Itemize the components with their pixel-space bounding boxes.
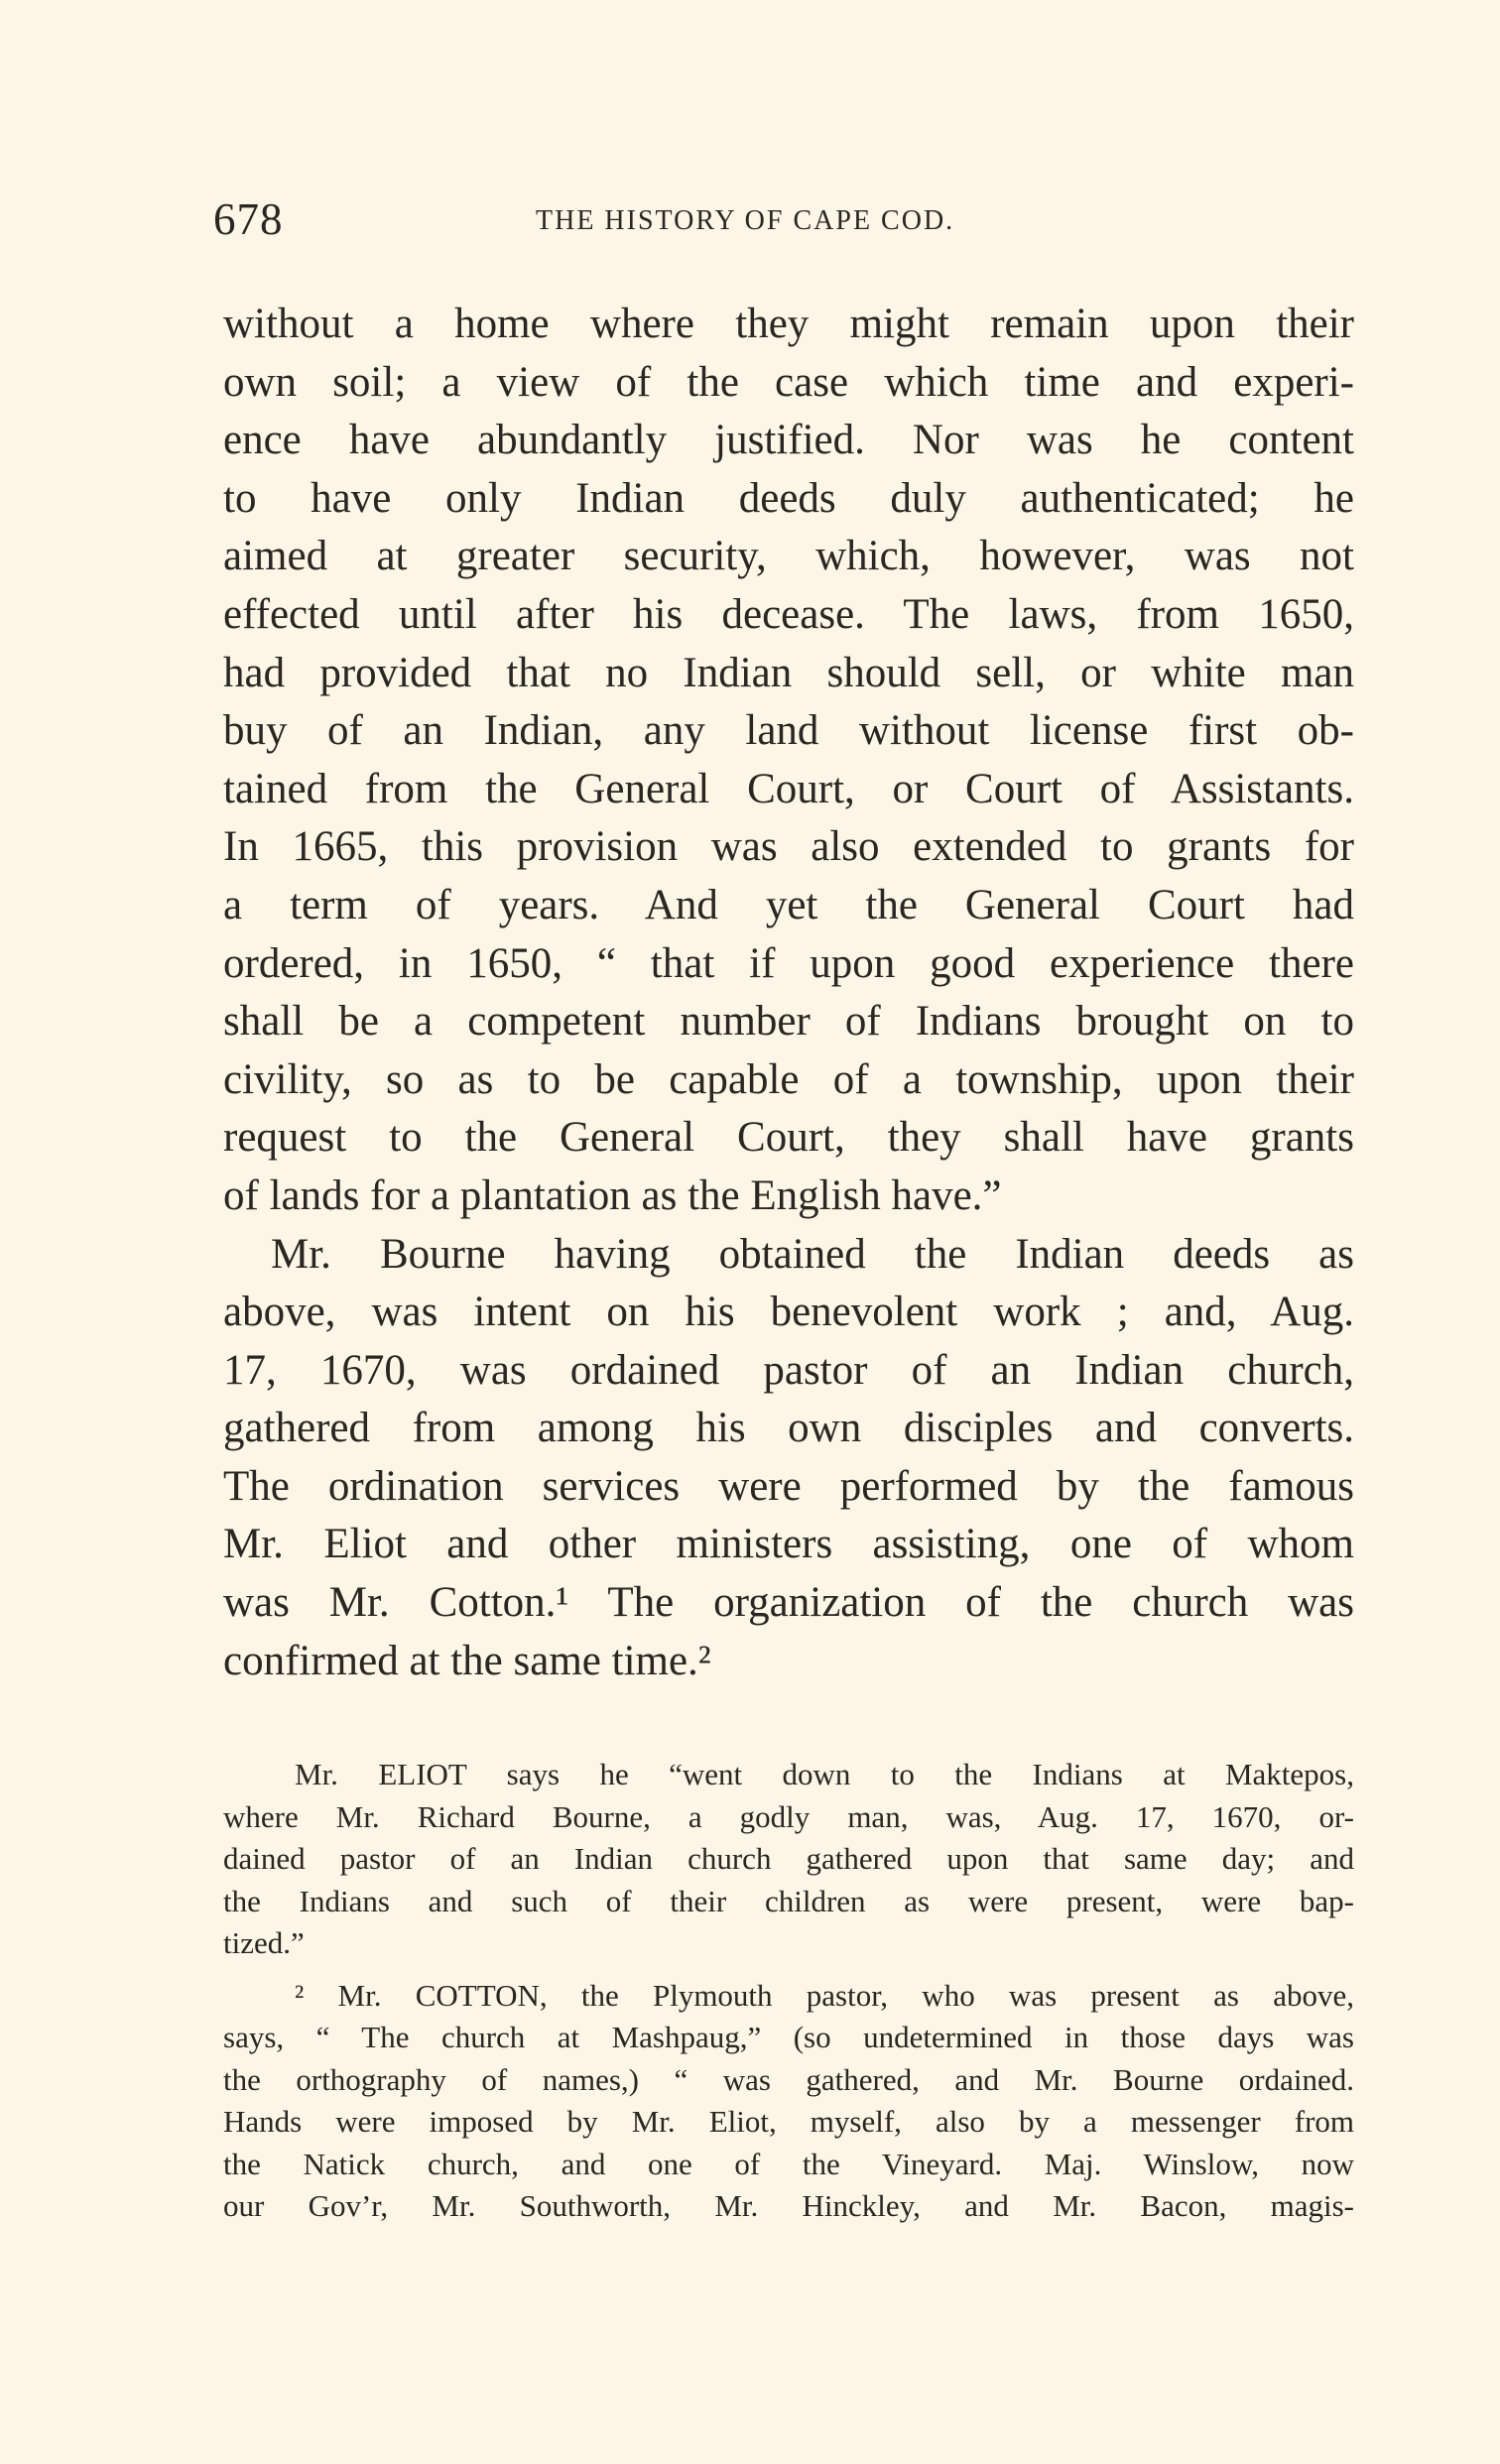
body-line: of lands for a plantation as the English have.” — [223, 1171, 1002, 1219]
body-line: ordered, in 1650, “ that if upon good experience there — [223, 939, 1354, 987]
body-line: Mr. Eliot and other ministers assisting, one of whom — [223, 1521, 1354, 1568]
footnote-line: Hands were imposed by Mr. Eliot, myself, also by a messenger from — [223, 2104, 1354, 2139]
body-line: request to the General Court, they shall have grants — [223, 1114, 1354, 1162]
footnote-2 — [223, 1975, 1354, 2228]
page-header — [213, 193, 1359, 253]
footnote-line: where Mr. Richard Bourne, a godly man, was, Aug. 17, 1670, or- — [223, 1798, 1354, 1834]
footnote-line: the orthography of names,) “ was gathered, and Mr. Bourne ordained. — [223, 2061, 1354, 2097]
body-line: Mr. Bourne having obtained the Indian deeds as — [271, 1230, 1354, 1278]
body-line: shall be a competent number of Indians brought on to — [223, 998, 1354, 1046]
body-line: above, was intent on his benevolent work ; and, Aug. — [223, 1289, 1354, 1336]
body-line: gathered from among his own disciples and converts. — [223, 1405, 1354, 1452]
footnote-line: dained pastor of an Indian church gathered upon that same day; and — [223, 1841, 1354, 1876]
body-line: confirmed at the same time.² — [223, 1637, 711, 1684]
body-line: was Mr. Cotton.¹ The organization of the church was — [223, 1579, 1354, 1627]
page-number: 678 — [213, 194, 284, 244]
body-line: ence have abundantly justified. Nor was he content — [223, 417, 1354, 464]
body-text — [223, 296, 1354, 1690]
body-line: to have only Indian deeds duly authenticated; he — [223, 474, 1354, 522]
body-line: aimed at greater security, which, however, was not — [223, 533, 1354, 580]
footnote-line: Mr. ELIOT says he “went down to the Indians at Maktepos, — [295, 1757, 1354, 1791]
body-line: buy of an Indian, any land without license first ob- — [223, 707, 1354, 755]
body-line: effected until after his decease. The laws, from 1650, — [223, 590, 1354, 638]
body-line: without a home where they might remain upon their — [223, 301, 1354, 347]
body-line: own soil; a view of the case which time and experi- — [223, 358, 1354, 406]
footnote-line: says, “ The church at Mashpaug,” (so undetermined in those days was — [223, 2020, 1354, 2054]
body-line: In 1665, this provision was also extended to grants for — [223, 823, 1354, 871]
body-line: a term of years. And yet the General Court had — [223, 881, 1354, 928]
body-line: civility, so as to be capable of a township, upon their — [223, 1055, 1354, 1103]
body-line: The ordination services were performed by the famous — [223, 1462, 1354, 1510]
running-title: THE HISTORY OF CAPE COD. — [536, 205, 955, 236]
footnote-1 — [223, 1754, 1354, 1965]
body-line: 17, 1670, was ordained pastor of an Indian church, — [223, 1346, 1354, 1394]
footnote-line: ² Mr. COTTON, the Plymouth pastor, who was present as above, — [295, 1977, 1354, 2013]
footnote-line: the Natick church, and one of the Vineyard. Maj. Winslow, now — [223, 2146, 1354, 2181]
body-line: had provided that no Indian should sell, or white man — [223, 649, 1354, 696]
footnote-line: tized.” — [223, 1925, 305, 1960]
footnotes — [223, 1754, 1354, 2228]
body-line: tained from the General Court, or Court of Assistants. — [223, 765, 1354, 812]
footnote-line: our Gov’r, Mr. Southworth, Mr. Hinckley, and Mr. Bacon, magis- — [223, 2188, 1354, 2223]
footnote-line: the Indians and such of their children as were present, were bap- — [223, 1883, 1354, 1918]
